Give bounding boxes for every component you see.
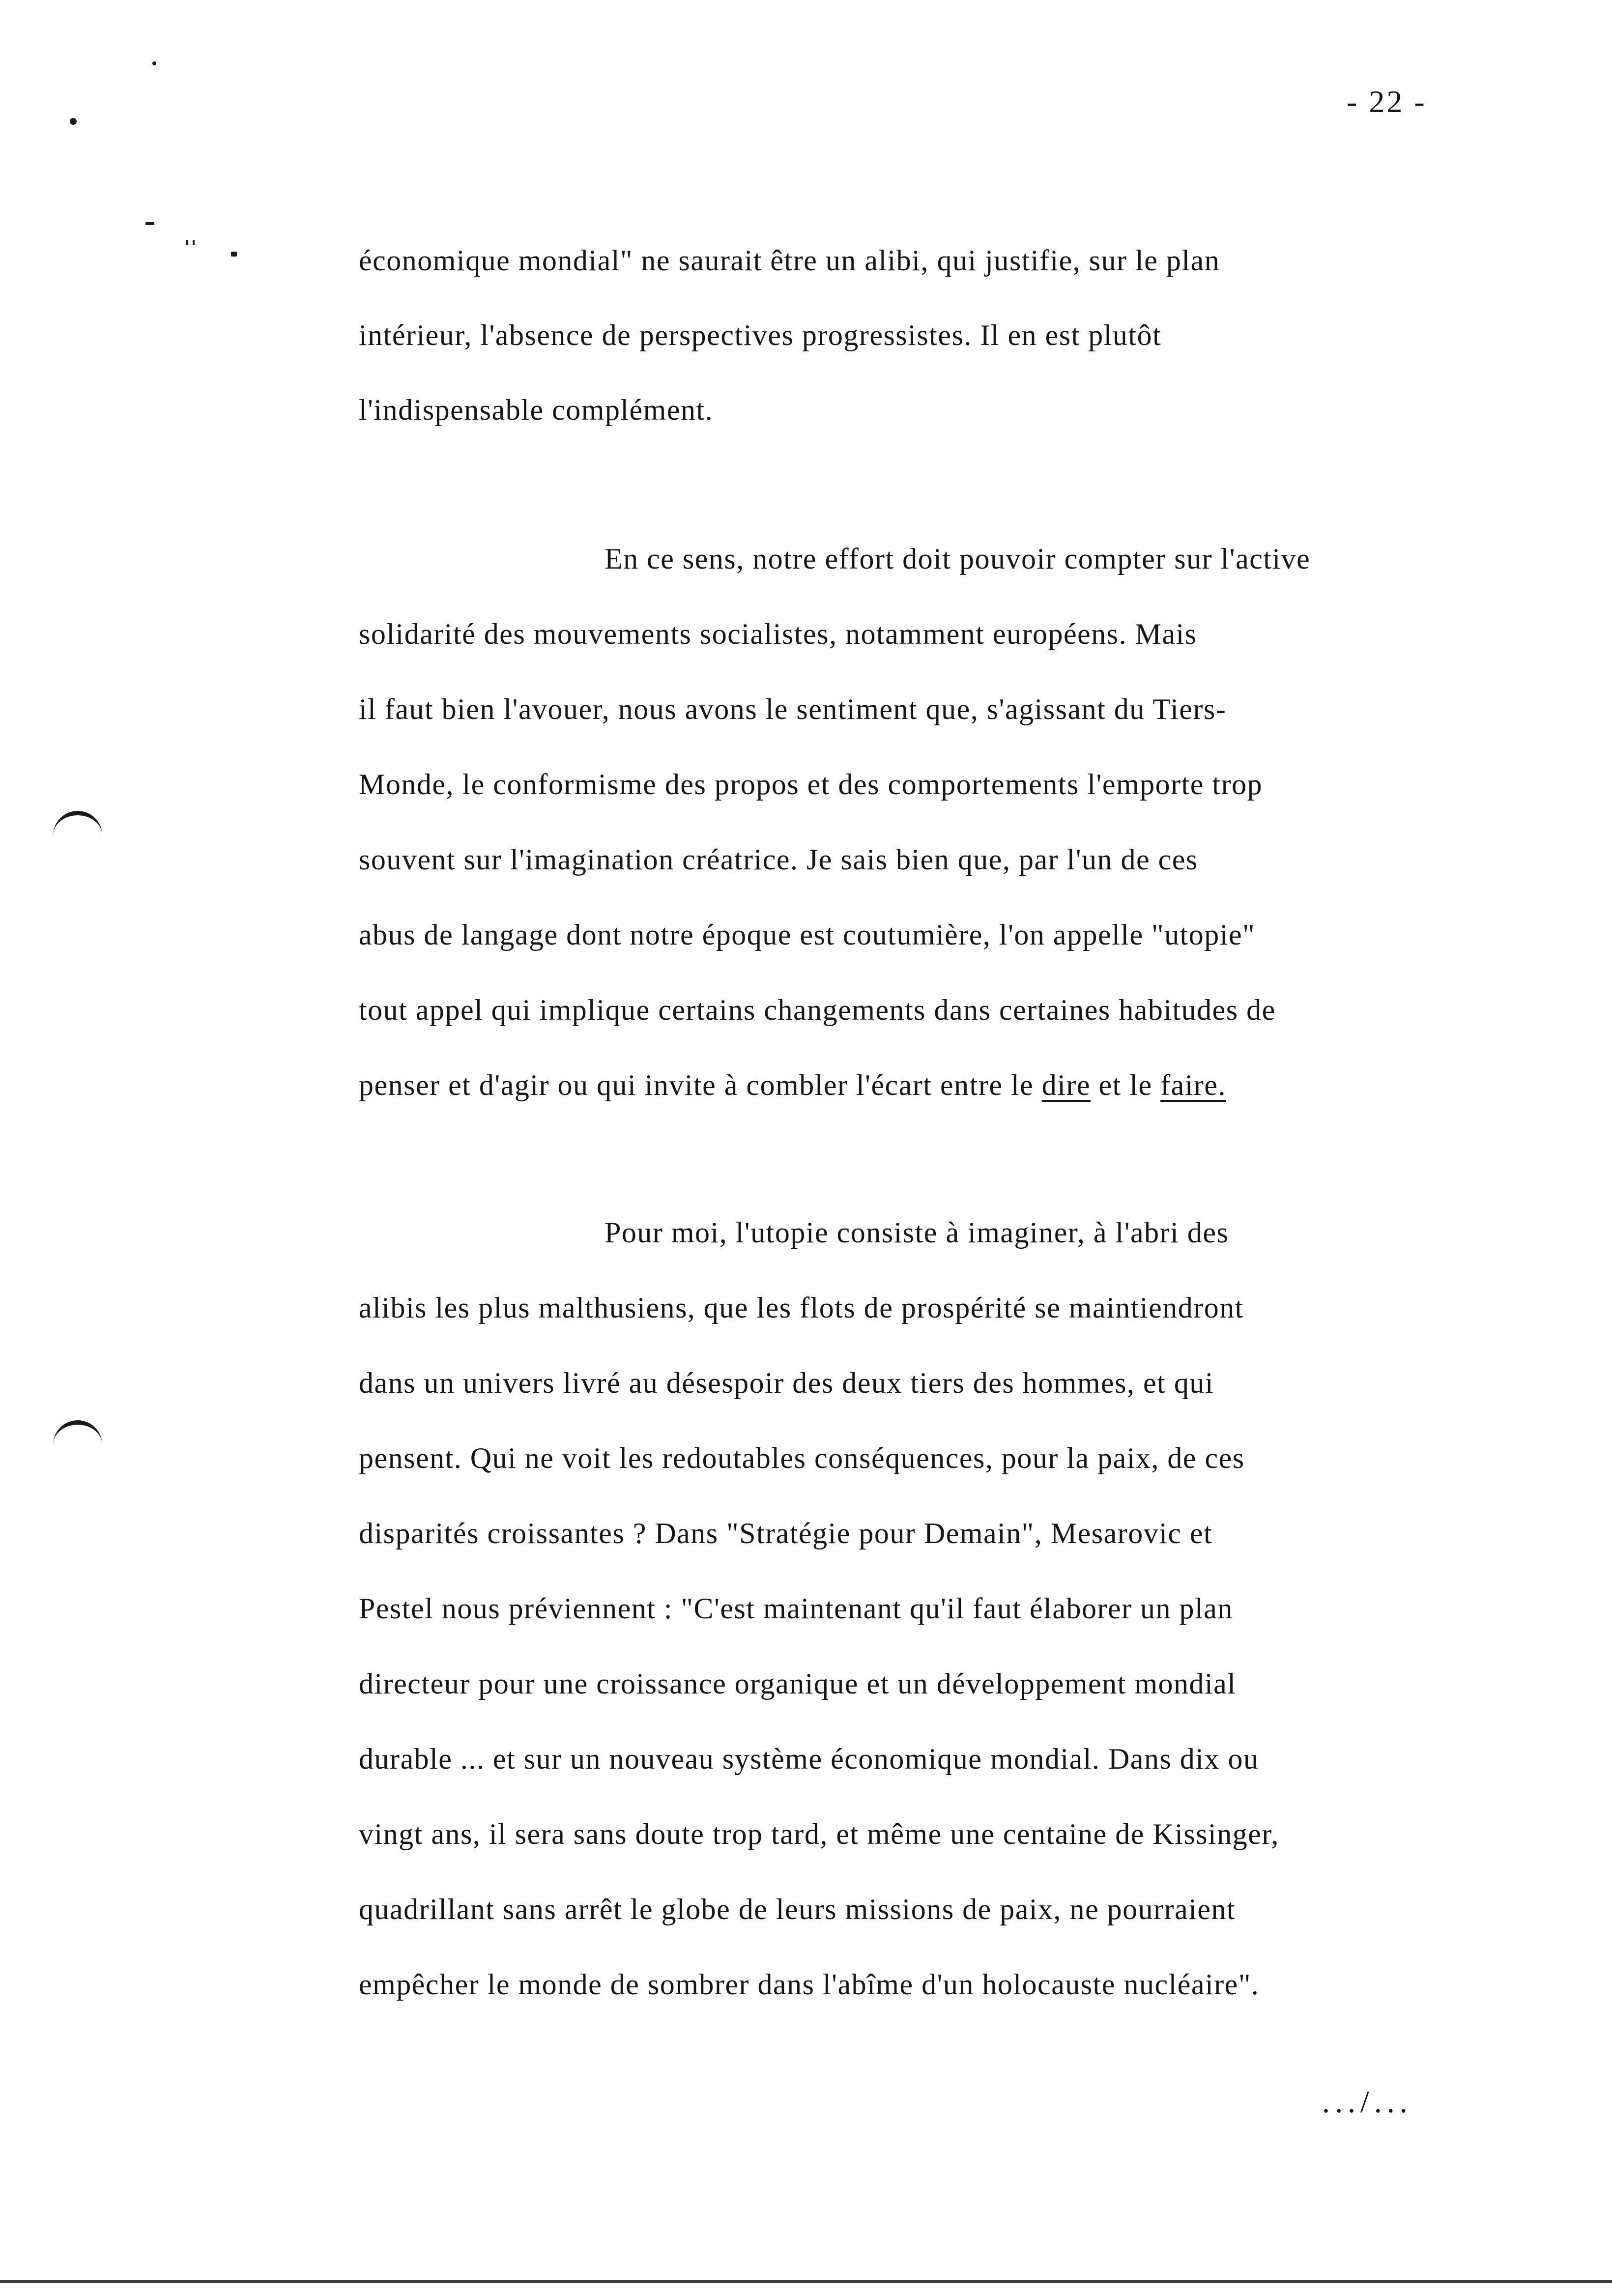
speck-mark	[186, 240, 188, 245]
text-line: abus de langage dont notre époque est coutumière, l'on appelle "utopie"	[359, 918, 1256, 951]
text-line: quadrillant sans arrêt le globe de leurs missions de paix, ne pourraient	[359, 1893, 1236, 1925]
speck-mark	[231, 252, 237, 257]
text-line: disparités croissantes ? Dans "Stratégie pour Demain", Mesarovic et	[359, 1517, 1213, 1550]
bottom-rule	[0, 2280, 1612, 2283]
text-line: économique mondial" ne saurait être un alibi, qui justifie, sur le plan	[359, 244, 1220, 277]
text-line: directeur pour une croissance organique et un développement mondial	[359, 1667, 1237, 1700]
underlined-word: dire	[1041, 1069, 1091, 1101]
text-line: vingt ans, il sera sans doute trop tard, et même une centaine de Kissinger,	[359, 1818, 1279, 1850]
speck-mark	[70, 118, 77, 125]
speck-mark	[193, 240, 195, 245]
page-number: - 22 -	[1347, 84, 1427, 119]
text-line: intérieur, l'absence de perspectives progressistes. Il en est plutôt	[359, 319, 1162, 351]
punch-hole-mark	[53, 811, 102, 850]
text-line: alibis les plus malthusiens, que les flots de prospérité se maintiendront	[359, 1292, 1244, 1324]
continuation-marker: .../...	[1322, 2084, 1412, 2119]
paragraph-first-line: En ce sens, notre effort doit pouvoir compter sur l'active	[604, 543, 1311, 575]
text-line: souvent sur l'imagination créatrice. Je sais bien que, par l'un de ces	[359, 843, 1198, 876]
text-line: solidarité des mouvements socialistes, notamment européens. Mais	[359, 618, 1197, 650]
text-line: Monde, le conformisme des propos et des comportements l'emporte trop	[359, 768, 1263, 801]
speck-mark	[145, 222, 154, 225]
text-segment: penser et d'agir ou qui invite à combler l'écart entre le	[359, 1069, 1034, 1101]
text-line: pensent. Qui ne voit les redoutables conséquences, pour la paix, de ces	[359, 1442, 1245, 1474]
punch-hole-mark	[53, 1420, 102, 1459]
text-line-with-emphasis	[359, 1070, 1226, 1100]
underlined-word: faire.	[1160, 1069, 1227, 1101]
speck-mark	[152, 61, 156, 65]
text-line: l'indispensable complément.	[359, 394, 714, 426]
paragraph-first-line: Pour moi, l'utopie consiste à imaginer, à l'abri des	[604, 1216, 1229, 1249]
text-line: durable ... et sur un nouveau système économique mondial. Dans dix ou	[359, 1743, 1259, 1775]
text-line: dans un univers livré au désespoir des deux tiers des hommes, et qui	[359, 1367, 1214, 1399]
text-line: il faut bien l'avouer, nous avons le sentiment que, s'agissant du Tiers-	[359, 693, 1227, 725]
text-line: empêcher le monde de sombrer dans l'abîme d'un holocauste nucléaire".	[359, 1968, 1260, 2001]
text-line: tout appel qui implique certains changements dans certaines habitudes de	[359, 994, 1276, 1026]
text-line: Pestel nous préviennent : "C'est maintenant qu'il faut élaborer un plan	[359, 1592, 1233, 1625]
text-segment: et le	[1098, 1069, 1152, 1101]
